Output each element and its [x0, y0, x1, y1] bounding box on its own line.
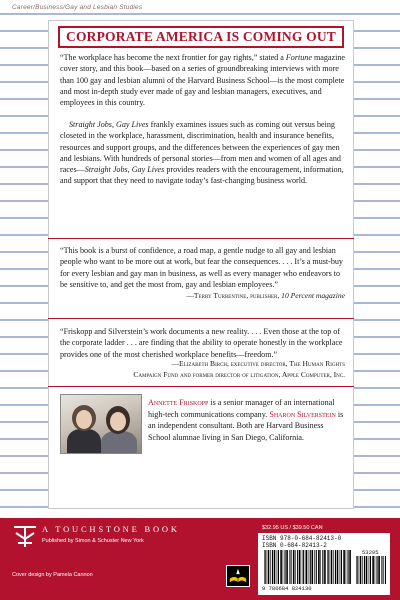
barcode-bar: [308, 550, 309, 584]
barcode-bar: [291, 550, 292, 584]
barcode-bar: [316, 550, 317, 584]
barcode-bar: [348, 550, 349, 584]
barcode-bar: [312, 550, 314, 584]
barcode-digits: 9 780684 824130: [262, 585, 312, 592]
barcode-bar: [356, 556, 357, 584]
barcode-bar: [366, 556, 368, 584]
barcode-bar: [280, 550, 282, 584]
barcode-bar: [331, 550, 333, 584]
barcode-bar: [362, 556, 363, 584]
barcode-bar: [295, 550, 296, 584]
open-book-icon: [226, 565, 250, 587]
barcode-bar: [265, 550, 266, 584]
author-photo: [60, 394, 142, 454]
blurb-paragraph-2: Straight Jobs, Gay Lives frankly examines issues such as coming out versus being closeted in the workplace, harassment, discrimination, health and insurance benefits, resources and support groups, and the differences between the experiences of gay men and lesbians. With hundreds of personal stories—from men and women of all ages and races—Straight Jobs, Gay Lives provides readers with the encouragement, information, and support that they need to navigate today’s fast-changing business world.: [60, 120, 344, 186]
barcode-bar: [381, 556, 382, 584]
barcode-bar: [383, 556, 384, 584]
barcode-bar: [297, 550, 298, 584]
review-quote-1: “This book is a burst of confidence, a road map, a gentle nudge to all gay and lesbian people who want to be more out at work, but fear the consequences. . . . It’s a must-buy for every lesbian and gay man in business, as well as every manager who endeavors to be sensitive to, and get the most from, gay and lesbian employees.”: [60, 246, 343, 289]
barcode-bar: [357, 556, 358, 584]
barcode-bar: [274, 550, 276, 584]
isbn-10: ISBN 0-684-82413-2: [262, 542, 327, 549]
price-label: $32.95 US / $39.50 CAN: [262, 525, 323, 531]
barcode-bar: [349, 550, 351, 584]
review-attribution-1: —Terry Turrentine, publisher, 10 Percent magazine: [186, 291, 345, 300]
barcode-bar: [278, 550, 279, 584]
barcode-addon: 53295: [362, 549, 379, 556]
headline: CORPORATE AMERICA IS COMING OUT: [66, 29, 336, 44]
barcode-bar: [277, 550, 278, 584]
barcode-bar: [341, 550, 342, 584]
barcode-bar: [378, 556, 380, 584]
barcode-bar: [272, 550, 273, 584]
barcode-bar: [340, 550, 341, 584]
barcode-bar: [385, 556, 386, 584]
barcode-bar: [328, 550, 329, 584]
publisher-imprint: A TOUCHSTONE BOOK: [42, 524, 180, 534]
barcode-bar: [314, 550, 315, 584]
barcode-bar: [372, 556, 374, 584]
divider-rule: [48, 386, 354, 387]
barcode-bar: [285, 550, 286, 584]
barcode-bar: [370, 556, 371, 584]
barcode-bar: [377, 556, 378, 584]
barcode-addon-icon: [356, 556, 386, 584]
barcode-bar: [360, 556, 362, 584]
barcode-bar: [299, 550, 301, 584]
barcode-bar: [283, 550, 284, 584]
barcode-bar: [268, 550, 270, 584]
publisher-line: Published by Simon & Schuster New York: [42, 538, 144, 544]
barcode-bar: [270, 550, 271, 584]
barcode-bar: [303, 550, 304, 584]
barcode-bar: [320, 550, 321, 584]
barcode-bar: [327, 550, 328, 584]
barcode-bar: [346, 550, 347, 584]
barcode-bar: [289, 550, 290, 584]
barcode-bar: [364, 556, 365, 584]
headline-box: [58, 26, 344, 48]
barcode-bar: [322, 550, 323, 584]
barcode-bar: [343, 550, 345, 584]
barcode-bar: [302, 550, 303, 584]
barcode-bar: [369, 556, 370, 584]
cover-credit: Cover design by Pamela Cannon: [12, 572, 93, 578]
barcode-bar: [337, 550, 339, 584]
blurb-paragraph-1: “The workplace has become the next frontier for gay rights,” stated a Fortune magazine cover story, and this book—based on a series of groundbreaking interviews with more than 100 gay and lesbian alumni of the Harvard Business School—is the most complete and most in-depth study ever made of gay and lesbian managers, executives, and employees in this country.: [60, 53, 345, 108]
barcode-bar: [324, 550, 326, 584]
review-quote-2: “Friskopp and Silverstein’s work documents a new reality. . . . Even those at the top of the corporate ladder . . . are finding that the ability to operate honestly in the workplace provides one of the most cherished workplace benefits—freedom.”: [60, 327, 343, 359]
barcode-bar: [335, 550, 336, 584]
review-attribution-2: —Elizabeth Birch, executive director, The Human Rights Campaign Fund and former director of litigation, Apple Computer, Inc.: [133, 359, 345, 379]
barcode-bar: [333, 550, 334, 584]
touchstone-logo-icon: [12, 523, 38, 549]
isbn-13: ISBN 978-0-684-82413-0: [262, 535, 342, 542]
barcode-bar: [375, 556, 376, 584]
author-bio: Annette Friskopp is a senior manager of an international high-tech communications company. Sharon Silverstein is an independent consultant. Both are Harvard Business School alumnae living in San Diego, California.: [148, 398, 344, 442]
barcode-bar: [306, 550, 308, 584]
barcode-bar: [310, 550, 311, 584]
barcode-bar: [286, 550, 288, 584]
divider-rule: [48, 318, 354, 319]
barcode-area: [258, 533, 390, 595]
divider-rule: [48, 238, 354, 239]
barcode-bar: [264, 550, 265, 584]
barcode-icon: [264, 550, 352, 584]
category-label: Career/Business/Gay and Lesbian Studies: [12, 4, 143, 11]
barcode-bar: [293, 550, 295, 584]
barcode-bar: [318, 550, 320, 584]
